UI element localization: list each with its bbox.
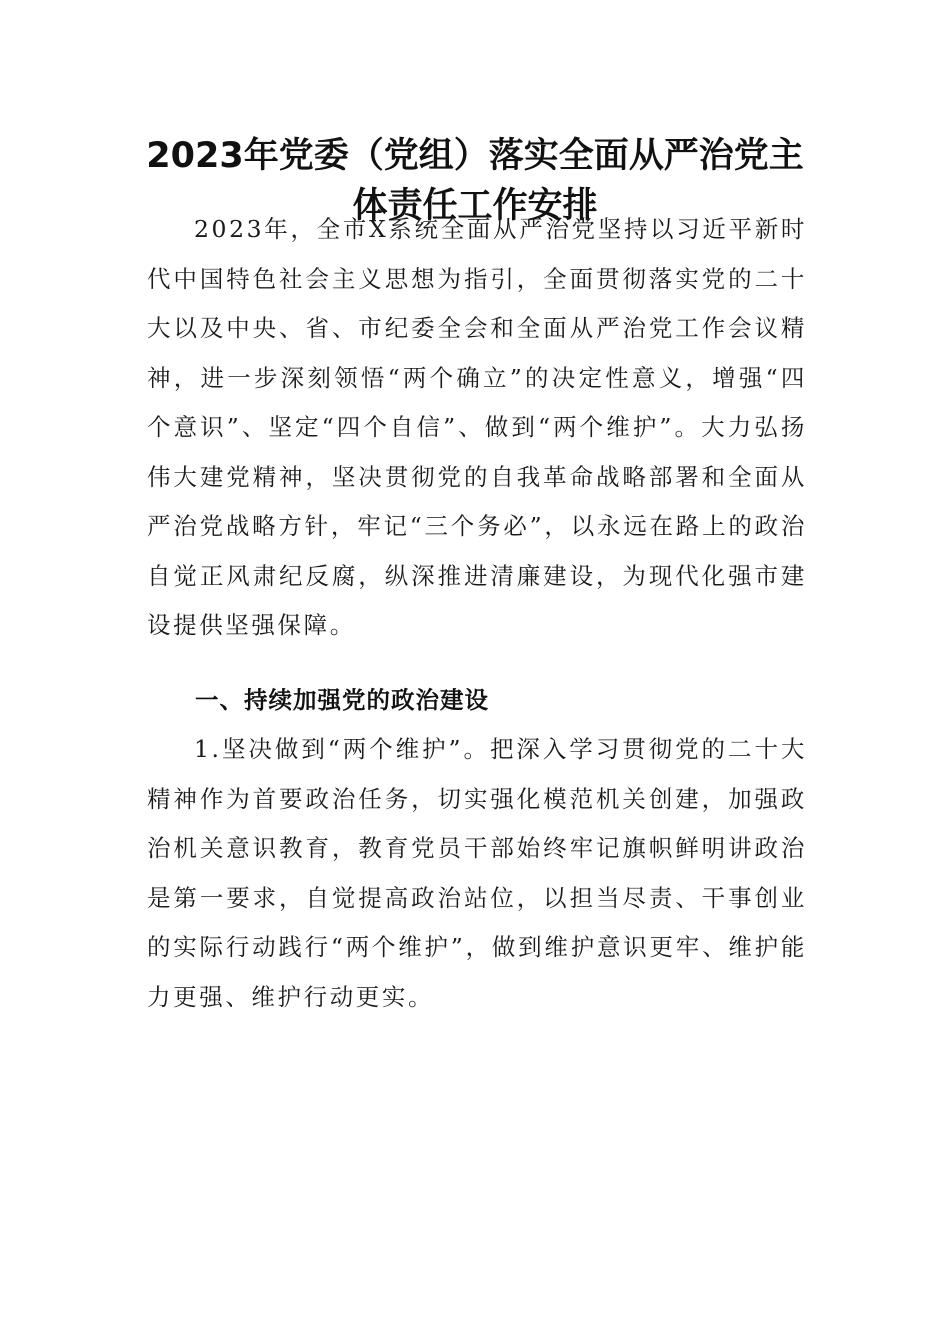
document-title-line-2: 体责任工作安排: [352, 186, 598, 226]
section-heading: 一、持续加强党的政治建设: [195, 686, 489, 714]
document-title-line-1: 2023年党委（党组）落实全面从严治党主: [146, 136, 804, 176]
intro-paragraph: 2023年，全市X系统全面从严治党坚持以习近平新时代中国特色社会主义思想为指引，全面贯彻落实党的二十大以及中央、省、市纪委全会和全面从严治党工作会议精神，进一步深刻领悟“两个确立”的决定性意义，增强“四个意识”、坚定“四个自信”、做到“两个维护”。大力弘扬伟大建党精神，坚决贯彻党的自我革命战略部署和全面从严治党战略方针，牢记“三个务必”，以永远在路上的政治自觉正风肃纪反腐，纵深推进清廉建设，为现代化强市建设提供坚强保障。: [147, 215, 807, 639]
section-paragraph: 1.坚决做到“两个维护”。把深入学习贯彻党的二十大精神作为首要政治任务，切实强化模范机关创建，加强政治机关意识教育，教育党员干部始终牢记旗帜鲜明讲政治是第一要求，自觉提高政治站位，以担当尽责、干事创业的实际行动践行“两个维护”，做到维护意识更牢、维护能力更强、维护行动更实。: [147, 735, 807, 1011]
